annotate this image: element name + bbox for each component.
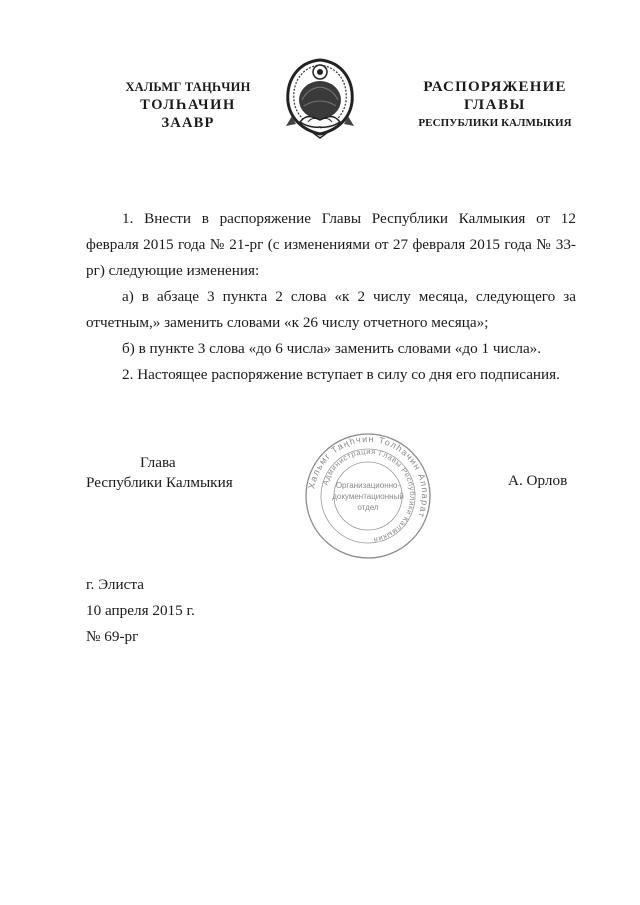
signatory-title-line2: Республики Калмыкия [86,474,233,491]
header-right-russian [404,78,586,132]
header-right-line3: РЕСПУБЛИКИ КАЛМЫКИЯ [418,117,572,129]
paragraph-1: 1. Внести в распоряжение Главы Республики Калмыкия от 12 февраля 2015 года № 21-рг (с изменениями от 27 февраля 2015 года № 33-рг) следующие изменения: [86,210,576,279]
header-left-line1: ХАЛЬМГ ТАҢҺЧИН [125,80,251,94]
footer-city: г. Элиста [86,576,144,593]
kalmykia-coat-of-arms-icon [282,56,358,140]
header-left-kalmyk [108,78,268,132]
paragraph-1b: б) в пункте 3 слова «до 6 числа» заменить словами «до 1 числа». [122,340,542,357]
signatory-name: А. Орлов [508,472,568,489]
signatory-title-line1: Глава [140,454,176,471]
seal-center-line1: Организационно- [335,481,401,490]
seal-inner-text: Администрация Главы Республики Калмыкия [320,446,418,545]
header-right-line1: РАСПОРЯЖЕНИЕ [423,79,567,95]
seal-center-line3: отдел [357,503,379,512]
paragraph-1a: а) в абзаце 3 пункта 2 слова «к 2 числу месяца, следующего за отчетным,» заменить словами «к 26 числу отчетного месяца»; [86,288,576,331]
footer-number: № 69-рг [86,628,139,645]
paragraph-2: 2. Настоящее распоряжение вступает в силу со дня его подписания. [122,366,560,383]
header-left-line2: ТОЛҺАЧИН [140,97,236,113]
order-body [86,206,576,388]
header-left-line3: ЗААВР [161,115,215,131]
header-right-line2: ГЛАВЫ [463,97,527,113]
seal-outer-text: Хальмг Таңһчин Толһачин Аппарат [306,433,431,520]
signatory-title [86,453,256,493]
seal-center-line2: документационный [332,492,404,501]
official-seal-stamp [304,432,432,560]
footer-date: 10 апреля 2015 г. [86,602,195,619]
document-footer [86,572,195,650]
